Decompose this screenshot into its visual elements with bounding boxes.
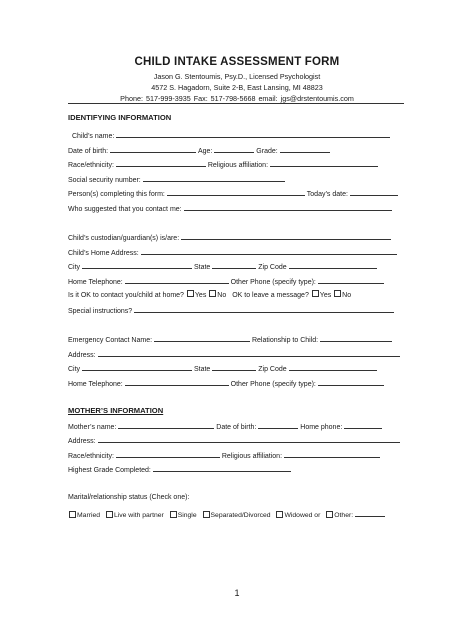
emergency-other-phone-label: Other Phone (specify type): — [230, 381, 316, 388]
single-label: Single — [177, 512, 197, 519]
emergency-telephone-field[interactable] — [125, 378, 229, 386]
todays-date-field[interactable] — [350, 188, 398, 196]
home-telephone-field[interactable] — [125, 276, 229, 284]
page-number: 1 — [234, 588, 240, 598]
ok-message-yes-checkbox[interactable] — [312, 290, 319, 297]
ok-message-no-label: No — [342, 291, 352, 299]
who-suggested-row — [68, 203, 408, 213]
who-suggested-field[interactable] — [184, 203, 392, 211]
widowed-label: Widowed or — [284, 512, 321, 519]
custodian-row — [68, 232, 408, 242]
mother-address-row — [68, 435, 408, 445]
home-address-row — [68, 247, 408, 257]
live-with-partner-checkbox[interactable] — [106, 511, 113, 518]
emergency-zip-field[interactable] — [289, 363, 377, 371]
ssn-field[interactable] — [143, 174, 285, 182]
persons-completing-field[interactable] — [167, 188, 305, 196]
dob-field[interactable] — [110, 145, 196, 153]
city-row — [68, 261, 408, 271]
emergency-address-field[interactable] — [98, 349, 400, 357]
custodian-field[interactable] — [181, 232, 391, 240]
emergency-state-field[interactable] — [212, 363, 256, 371]
ok-contact-no-checkbox[interactable] — [209, 290, 216, 297]
home-address-label: Child’s Home Address: — [68, 250, 139, 257]
emergency-contact-label: Emergency Contact Name: — [68, 337, 153, 344]
emergency-city-row — [68, 363, 408, 373]
emergency-address-label: Address: — [68, 352, 96, 359]
mother-race-row — [68, 450, 408, 460]
ok-message-label: OK to leave a message? — [232, 291, 309, 299]
ok-contact-yes-checkbox[interactable] — [187, 290, 194, 297]
special-instructions-field[interactable] — [134, 305, 394, 313]
grade-field[interactable] — [280, 145, 330, 153]
mother-name-row — [68, 421, 408, 431]
mother-dob-field[interactable] — [258, 421, 298, 429]
dob-row — [68, 145, 408, 155]
emergency-telephone-row — [68, 378, 408, 388]
persons-completing-label: Person(s) completing this form: — [68, 191, 165, 198]
mother-dob-label: Date of birth: — [216, 424, 257, 431]
city-field[interactable] — [82, 261, 192, 269]
emergency-contact-field[interactable] — [154, 334, 250, 342]
other-label: Other: — [334, 512, 354, 519]
mother-grade-row — [68, 464, 408, 474]
city-label: City — [68, 264, 81, 271]
identifying-heading: IDENTIFYING INFORMATION — [68, 113, 172, 122]
mother-grade-label: Highest Grade Completed: — [68, 467, 151, 474]
ok-message-no-checkbox[interactable] — [334, 290, 341, 297]
mother-home-phone-field[interactable] — [344, 421, 382, 429]
other-phone-field[interactable] — [318, 276, 384, 284]
form-title: CHILD INTAKE ASSESSMENT FORM — [134, 56, 340, 68]
marital-options-row — [68, 509, 408, 519]
mother-heading: MOTHER’S INFORMATION — [68, 406, 164, 415]
mother-name-field[interactable] — [118, 421, 214, 429]
zip-label: Zip Code — [258, 264, 287, 271]
relationship-label: Relationship to Child: — [251, 337, 319, 344]
race-row — [68, 159, 408, 169]
custodian-label: Child’s custodian/guardian(s) is/are: — [68, 235, 180, 242]
other-phone-label: Other Phone (specify type): — [230, 279, 316, 286]
relationship-field[interactable] — [320, 334, 392, 342]
emergency-state-label: State — [193, 366, 211, 373]
grade-label: Grade: — [256, 148, 278, 155]
provider-contact: Phone: 517-999-3935 Fax: 517-798-5668 email: jgs@drstentoumis.com — [120, 94, 354, 103]
mother-religious-field[interactable] — [284, 450, 380, 458]
mother-name-label: Mother’s name: — [68, 424, 117, 431]
other-field[interactable] — [355, 509, 385, 517]
single-checkbox[interactable] — [170, 511, 177, 518]
live-with-partner-label: Live with partner — [113, 512, 164, 519]
ssn-label: Social security number: — [68, 177, 141, 184]
childs-name-field[interactable] — [116, 130, 390, 138]
married-checkbox[interactable] — [69, 511, 76, 518]
mother-address-field[interactable] — [98, 435, 400, 443]
special-instructions-label: Special instructions? — [68, 308, 133, 315]
race-label: Race/ethnicity: — [68, 162, 114, 169]
married-label: Married — [77, 512, 101, 519]
who-suggested-label: Who suggested that you contact me: — [68, 206, 182, 213]
childs-name-label: Child’s name: — [72, 133, 115, 140]
persons-completing-row — [68, 188, 408, 198]
emergency-telephone-label: Home Telephone: — [68, 381, 123, 388]
religious-label: Religious affiliation: — [207, 162, 269, 169]
ok-contact-no-label: No — [217, 291, 227, 299]
ok-message-yes-label: Yes — [319, 291, 332, 299]
home-telephone-label: Home Telephone: — [68, 279, 123, 286]
zip-field[interactable] — [289, 261, 377, 269]
mother-grade-field[interactable] — [153, 464, 291, 472]
state-field[interactable] — [212, 261, 256, 269]
emergency-city-label: City — [68, 366, 81, 373]
emergency-other-phone-field[interactable] — [318, 378, 384, 386]
marital-prompt: Marital/relationship status (Check one): — [68, 494, 190, 501]
separated-divorced-label: Separated/Divorced — [210, 512, 271, 519]
home-telephone-row — [68, 276, 408, 286]
age-label: Age: — [197, 148, 213, 155]
emergency-city-field[interactable] — [82, 363, 192, 371]
provider-name: Jason G. Stentoumis, Psy.D., Licensed Psychologist — [153, 72, 321, 81]
emergency-zip-label: Zip Code — [258, 366, 287, 373]
other-checkbox[interactable] — [326, 511, 333, 518]
provider-address: 4572 S. Hagadorn, Suite 2-B, East Lansing, MI 48823 — [151, 83, 323, 92]
todays-date-label: Today’s date: — [306, 191, 348, 198]
ok-contact-row — [68, 290, 408, 300]
special-instructions-row — [68, 305, 408, 315]
separated-divorced-checkbox[interactable] — [203, 511, 210, 518]
mother-address-label: Address: — [68, 438, 96, 445]
header-divider — [68, 103, 404, 104]
mother-race-label: Race/ethnicity: — [68, 453, 114, 460]
mother-home-phone-label: Home phone: — [300, 424, 343, 431]
emergency-contact-row — [68, 334, 408, 344]
mother-race-field[interactable] — [116, 450, 220, 458]
dob-label: Date of birth: — [68, 148, 109, 155]
ok-contact-yes-label: Yes — [194, 291, 207, 299]
widowed-checkbox[interactable] — [276, 511, 283, 518]
emergency-address-row — [68, 349, 408, 359]
religious-field[interactable] — [270, 159, 378, 167]
ok-contact-label: Is it OK to contact you/child at home? — [68, 291, 184, 299]
age-field[interactable] — [214, 145, 254, 153]
marital-prompt-row — [68, 493, 408, 503]
home-address-field[interactable] — [141, 247, 397, 255]
mother-religious-label: Religious affiliation: — [221, 453, 283, 460]
race-field[interactable] — [116, 159, 206, 167]
state-label: State — [193, 264, 211, 271]
ssn-row — [68, 174, 408, 184]
childs-name-row — [68, 130, 408, 140]
